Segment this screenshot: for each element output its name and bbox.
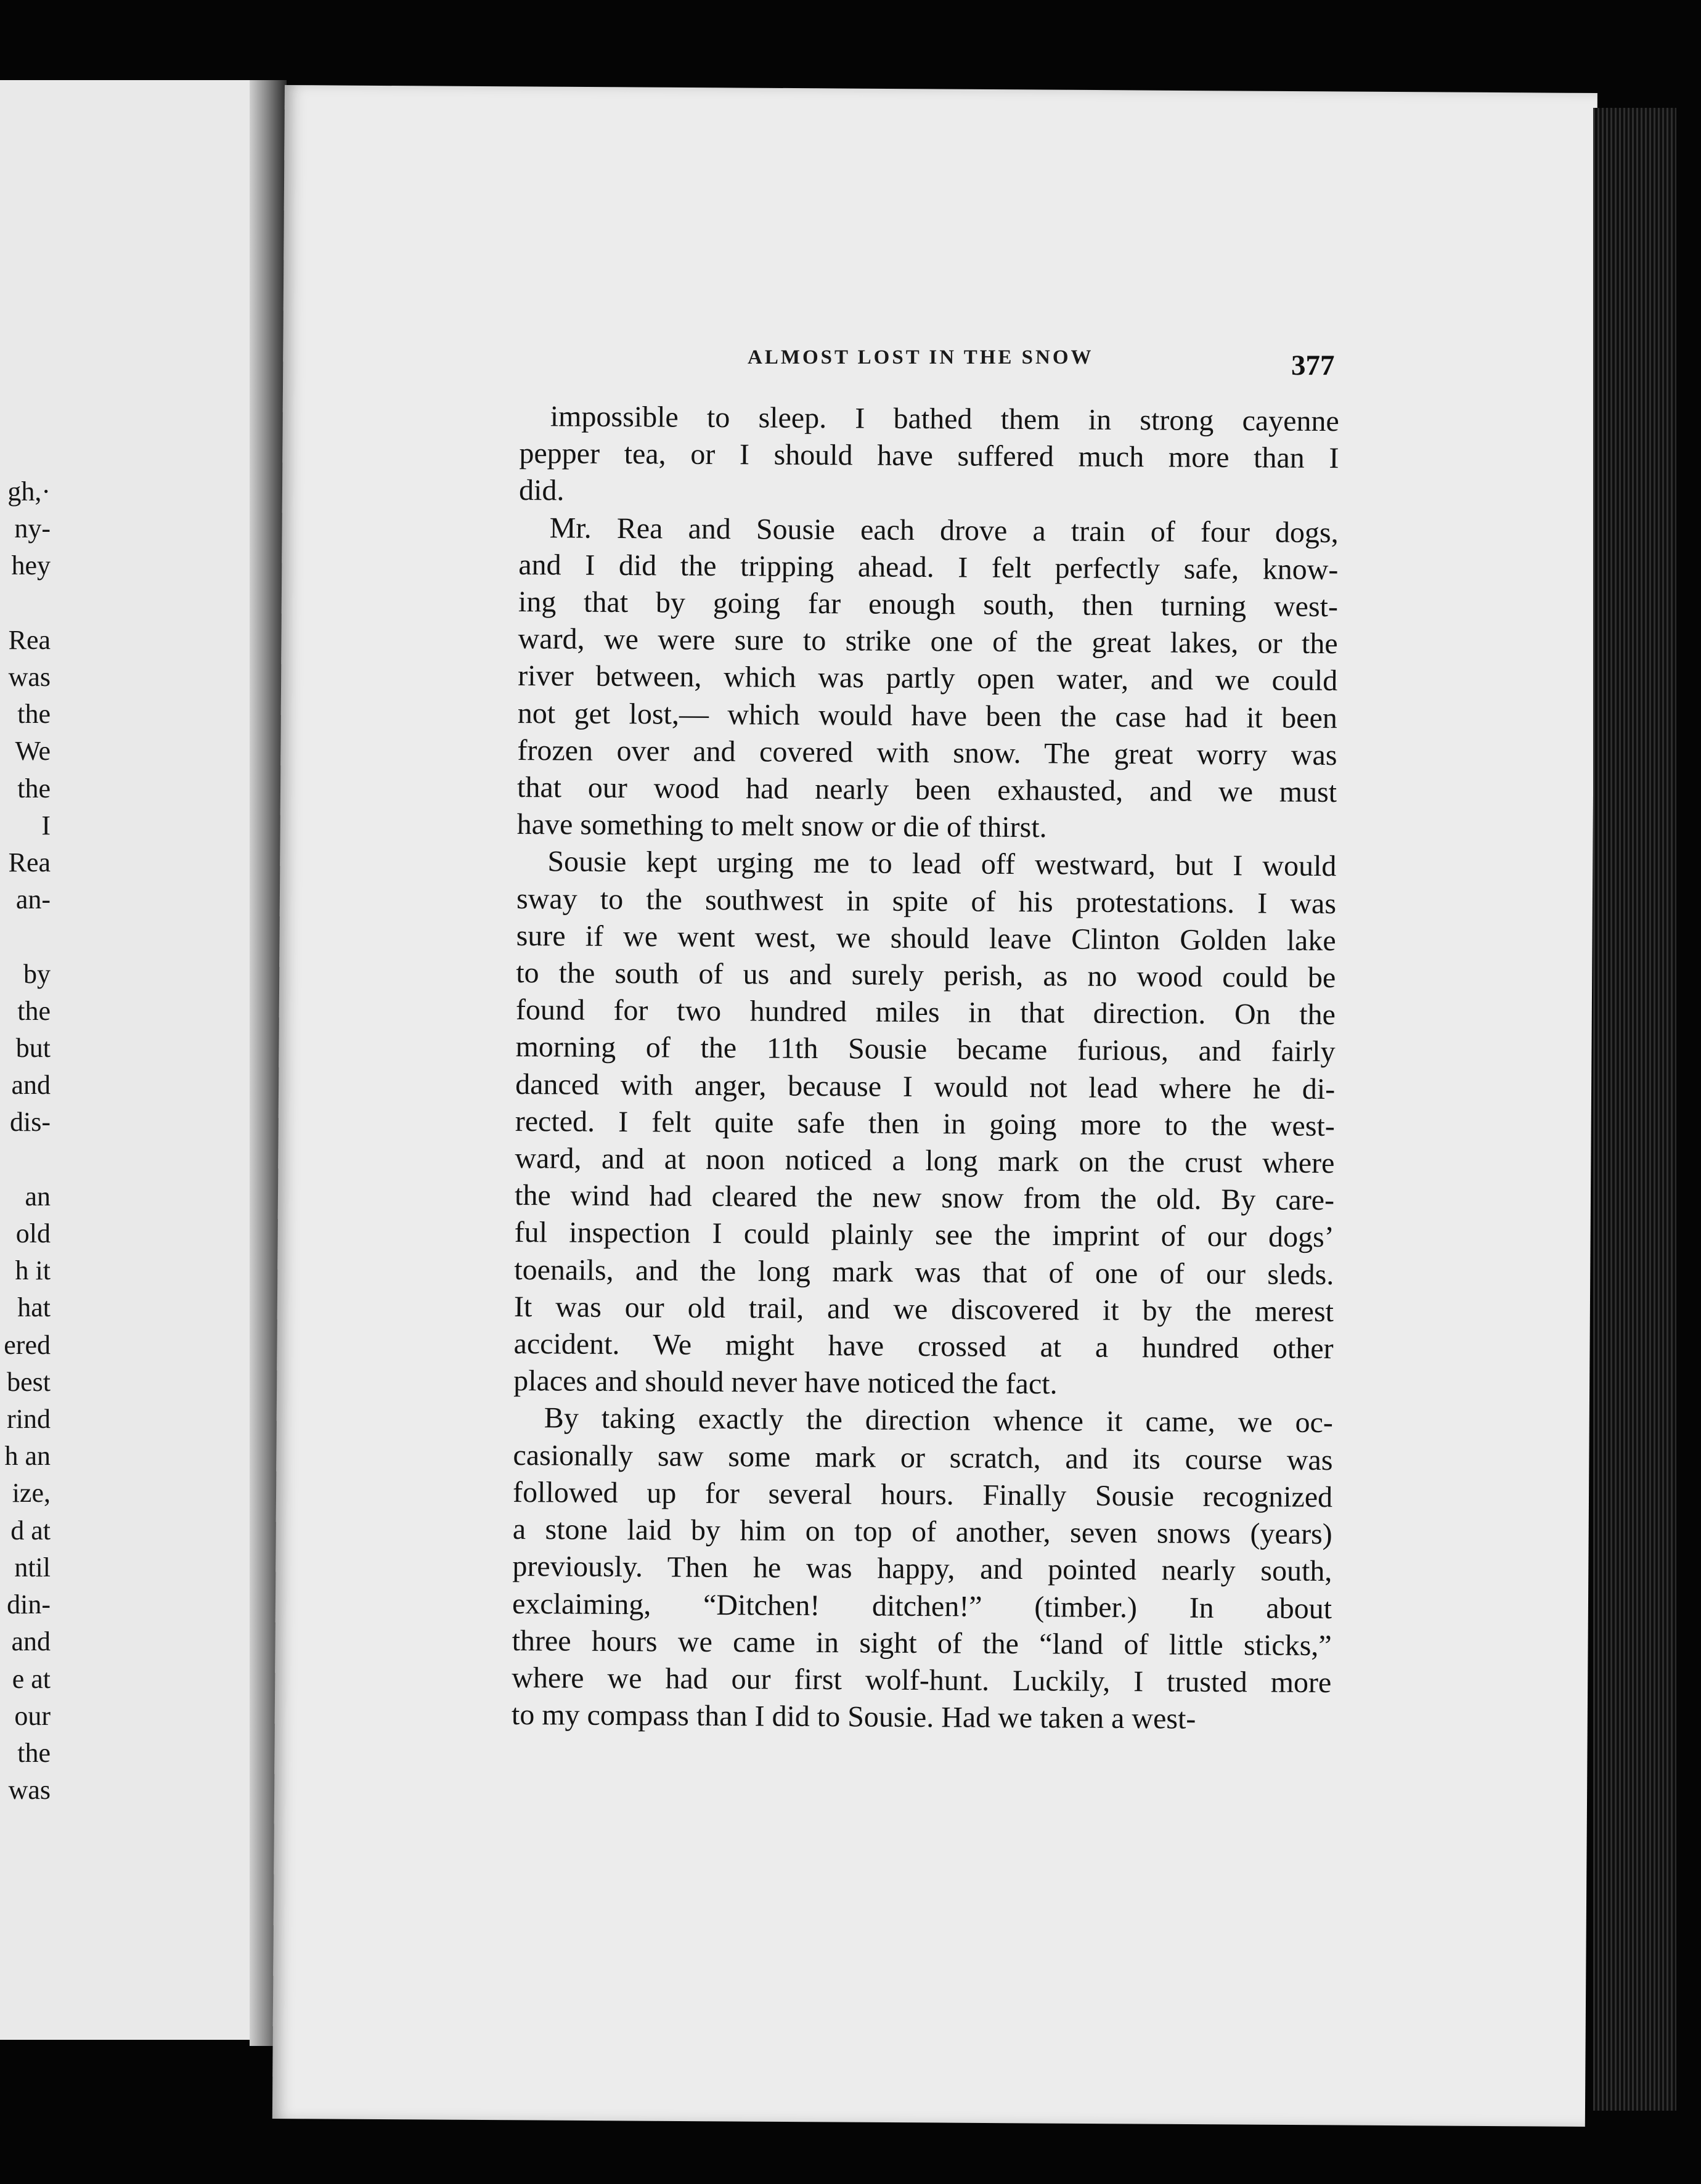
text-line: a stone laid by him on top of another, seven snows (years)	[512, 1513, 1332, 1551]
text-line: to the south of us and surely perish, as no wood could be	[516, 956, 1336, 995]
left-page-line: and	[11, 1626, 51, 1657]
text-line: frozen over and covered with snow. The great worry was	[517, 733, 1337, 772]
left-page-line: ered	[4, 1329, 51, 1360]
left-page-line: dis-	[10, 1107, 51, 1138]
text-line: where we had our first wolf-hunt. Luckily, I trusted more	[512, 1661, 1332, 1699]
left-page-line: e at	[12, 1663, 51, 1694]
text-line: pepper tea, or I should have suffered much more than I	[519, 437, 1339, 475]
left-page-line: h it	[15, 1255, 51, 1286]
left-page-text-fragments	[0, 473, 51, 1809]
text-line: three hours we came in sight of the “land of little sticks,”	[512, 1624, 1332, 1662]
text-line: sure if we went west, we should leave Clinton Golden lake	[516, 919, 1336, 957]
left-page-line: ntil	[14, 1552, 51, 1583]
text-line: and I did the tripping ahead. I felt perfectly safe, know-	[518, 548, 1339, 586]
left-page-line: but	[15, 1033, 51, 1064]
left-page-line: Rea	[8, 847, 51, 878]
left-page-line: din-	[7, 1589, 51, 1620]
text-line: It was our old trail, and we discovered it by the merest	[513, 1290, 1334, 1328]
paragraph	[517, 510, 1339, 849]
left-page-line: rind	[7, 1404, 51, 1435]
paragraph	[512, 1400, 1333, 1738]
left-page-line: hey	[11, 550, 51, 581]
left-page-line: our	[14, 1700, 51, 1731]
page-number: 377	[1291, 349, 1335, 381]
left-page-line: the	[17, 699, 51, 730]
left-facing-page	[0, 80, 280, 2040]
text-line: toenails, and the long mark was that of one of our sleds.	[514, 1253, 1334, 1291]
text-line: river between, which was partly open water, and we could	[518, 659, 1338, 698]
paragraph	[519, 398, 1339, 515]
text-line: previously. Then he was happy, and pointed nearly south,	[512, 1550, 1332, 1588]
text-line: Sousie kept urging me to lead off westward, but I would	[547, 845, 1337, 883]
left-page-line: We	[15, 736, 51, 767]
left-page-line	[0, 1141, 51, 1178]
text-line: ing that by going far enough south, then turning west-	[518, 585, 1339, 624]
left-page-line: by	[23, 958, 51, 989]
left-page-line: best	[7, 1366, 51, 1397]
body-text	[512, 398, 1339, 1738]
left-page-line: ize,	[12, 1478, 51, 1509]
text-line: have something to melt snow or die of thirst.	[516, 808, 1047, 844]
text-line: did.	[518, 474, 565, 507]
paragraph	[513, 843, 1336, 1404]
text-line: casionally saw some mark or scratch, and its course was	[513, 1438, 1333, 1477]
text-line: ward, and at noon noticed a long mark on the crust where	[515, 1142, 1335, 1180]
left-page-line: the	[17, 773, 51, 804]
text-line: Mr. Rea and Sousie each drove a train of four dogs,	[549, 511, 1339, 549]
text-line: ful inspection I could plainly see the imprint of our dogs’	[514, 1216, 1334, 1254]
left-page-line: Rea	[8, 624, 51, 655]
left-page-line: the	[17, 1737, 51, 1768]
text-line: exclaiming, “Ditchen! ditchen!” (timber.) In about	[512, 1587, 1332, 1625]
left-page-line: an	[25, 1181, 51, 1212]
left-page-line: old	[15, 1218, 51, 1249]
left-page-line	[0, 918, 51, 955]
left-page-line: hat	[17, 1292, 51, 1323]
page-edges	[1593, 108, 1676, 2111]
left-page-line: was	[8, 662, 51, 693]
text-line: impossible to sleep. I bathed them in strong cayenne	[550, 400, 1339, 438]
text-line: not get lost,— which would have been the case had it been	[517, 696, 1338, 735]
text-line: ward, we were sure to strike one of the great lakes, or the	[518, 622, 1338, 661]
left-page-line: h an	[4, 1441, 51, 1472]
text-line: followed up for several hours. Finally Sousie recognized	[512, 1475, 1333, 1514]
text-line: morning of the 11th Sousie became furious, and fairly	[515, 1030, 1336, 1069]
left-page-line: gh,·	[7, 476, 51, 507]
left-page-line: I	[41, 810, 51, 841]
left-page-line: the	[17, 995, 51, 1026]
text-line: By taking exactly the direction whence it came, we oc-	[544, 1401, 1334, 1440]
text-line: danced with anger, because I would not lead where he di-	[515, 1067, 1336, 1106]
text-line: that our wood had nearly been exhausted, and we must	[516, 771, 1337, 809]
left-page-line: and	[11, 1070, 51, 1101]
text-line: the wind had cleared the new snow from the old. By care-	[514, 1179, 1335, 1217]
left-page-line: d at	[10, 1515, 51, 1546]
text-line: sway to the southwest in spite of his protestations. I was	[516, 882, 1337, 920]
text-line: accident. We might have crossed at a hundred other	[513, 1327, 1334, 1366]
left-page-line: an-	[15, 884, 51, 915]
text-line: to my compass than I did to Sousie. Had we taken a west-	[511, 1698, 1196, 1735]
text-line: rected. I felt quite safe then in going more to the west-	[515, 1104, 1335, 1143]
left-page-line: ny-	[14, 513, 51, 544]
left-page-line	[0, 585, 51, 622]
running-head: ALMOST LOST IN THE SNOW	[748, 346, 1094, 369]
left-page-line: was	[8, 1775, 51, 1806]
text-line: found for two hundred miles in that direction. On the	[515, 993, 1336, 1032]
text-line: places and should never have noticed the fact.	[513, 1364, 1058, 1401]
